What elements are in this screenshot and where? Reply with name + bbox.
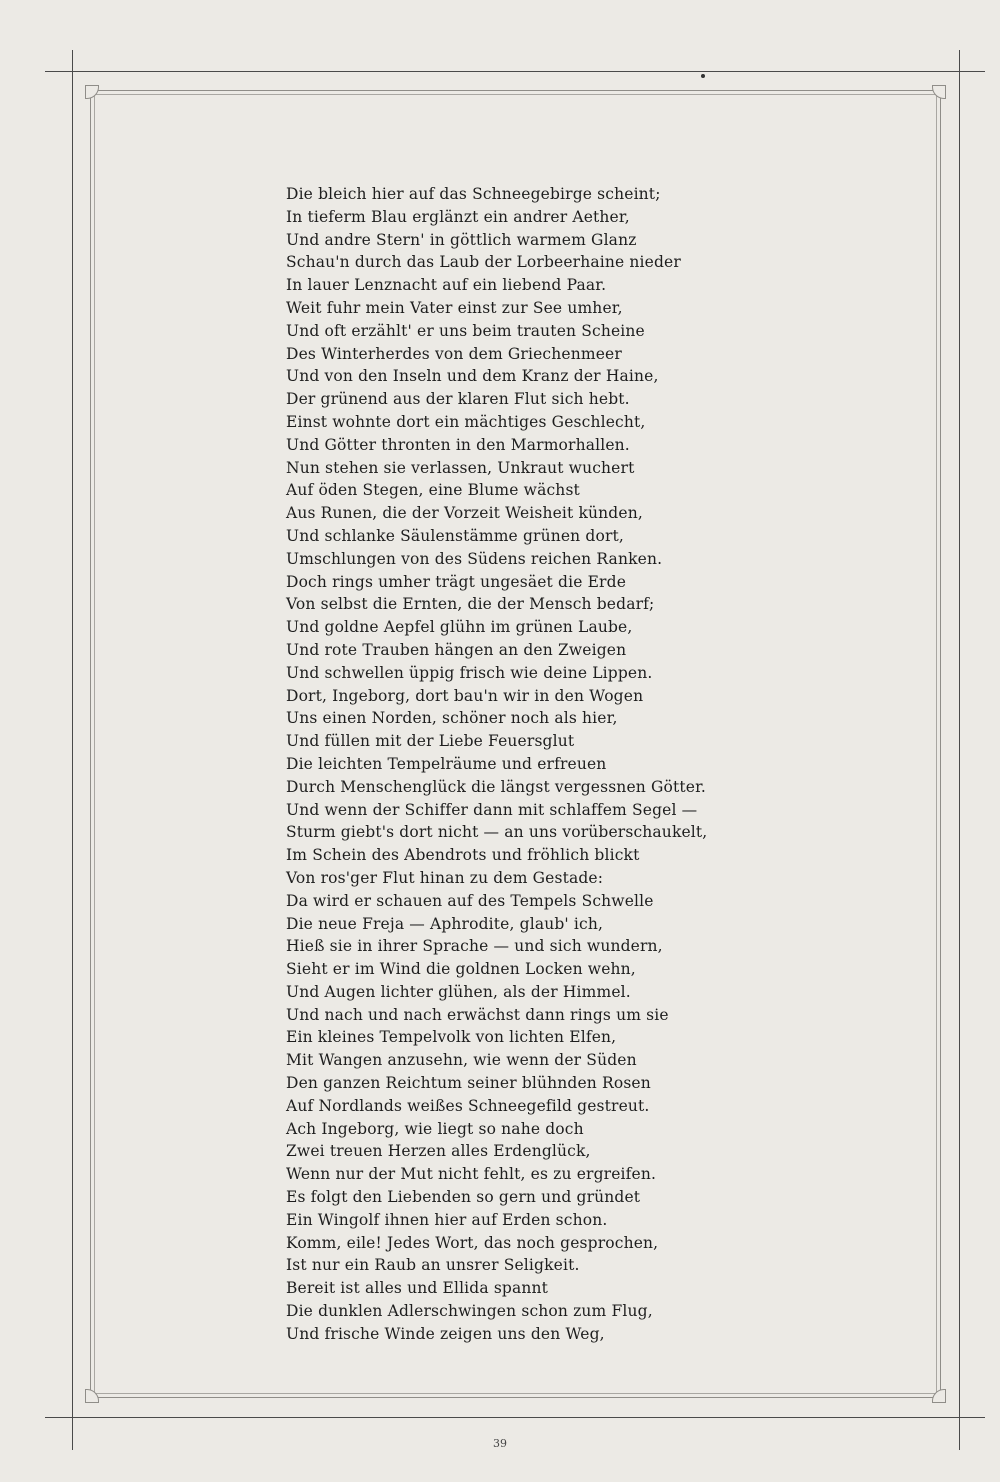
poem-line: Und schlanke Säulenstämme grünen dort,	[286, 526, 624, 545]
poem-line: Auf Nordlands weißes Schneegefild gestreut.	[286, 1096, 650, 1115]
poem-line: Und frische Winde zeigen uns den Weg,	[286, 1324, 605, 1343]
poem-line: Da wird er schauen auf des Tempels Schwelle	[286, 891, 654, 910]
poem-line: Komm, eile! Jedes Wort, das noch gesprochen,	[286, 1233, 659, 1252]
crop-line-bottom	[45, 1417, 985, 1418]
frame-corner-ornament	[932, 1389, 946, 1403]
frame-corner-ornament	[85, 1389, 99, 1403]
poem-line: Und oft erzählt' er uns beim trauten Scheine	[286, 321, 645, 340]
poem-line: Hieß sie in ihrer Sprache — und sich wundern,	[286, 937, 663, 956]
poem-line: Und goldne Aepfel glühn im grünen Laube,	[286, 618, 633, 637]
poem-line: Von selbst die Ernten, die der Mensch bedarf;	[286, 595, 655, 614]
poem-line: Und rote Trauben hängen an den Zweigen	[286, 640, 627, 659]
poem-line: Und andre Stern' in göttlich warmem Glanz	[286, 230, 637, 249]
poem-line: Zwei treuen Herzen alles Erdenglück,	[286, 1142, 591, 1161]
poem-line: Schau'n durch das Laub der Lorbeerhaine nieder	[286, 253, 681, 272]
poem-line: Ein Wingolf ihnen hier auf Erden schon.	[286, 1210, 608, 1229]
poem-line: Nun stehen sie verlassen, Unkraut wuchert	[286, 458, 635, 477]
poem-line: Der grünend aus der klaren Flut sich hebt.	[286, 390, 630, 409]
poem-line: Und füllen mit der Liebe Feuersglut	[286, 732, 575, 751]
poem-line: Auf öden Stegen, eine Blume wächst	[286, 481, 580, 500]
poem-line: Durch Menschenglück die längst vergessnen Götter.	[286, 777, 706, 796]
crop-line-left	[72, 50, 73, 1450]
poem-line: Und schwellen üppig frisch wie deine Lippen.	[286, 663, 653, 682]
poem-line: Im Schein des Abendrots und fröhlich blickt	[286, 846, 640, 865]
poem-line: Ein kleines Tempelvolk von lichten Elfen,	[286, 1028, 617, 1047]
poem-line: Aus Runen, die der Vorzeit Weisheit künden,	[286, 504, 643, 523]
poem-line: Von ros'ger Flut hinan zu dem Gestade:	[286, 868, 604, 887]
poem-line: Die leichten Tempelräume und erfreuen	[286, 754, 607, 773]
poem-line: Einst wohnte dort ein mächtiges Geschlecht,	[286, 412, 646, 431]
poem-line: In lauer Lenznacht auf ein liebend Paar.	[286, 276, 607, 295]
poem-line: Ach Ingeborg, wie liegt so nahe doch	[286, 1119, 584, 1138]
poem-line: Und von den Inseln und dem Kranz der Haine,	[286, 367, 659, 386]
poem-line: Und wenn der Schiffer dann mit schlaffem Segel —	[286, 800, 698, 819]
poem-line: Umschlungen von des Südens reichen Ranken.	[286, 549, 663, 568]
poem-line: Die neue Freja — Aphrodite, glaub' ich,	[286, 914, 604, 933]
poem-line: In tieferm Blau erglänzt ein andrer Aether,	[286, 207, 630, 226]
poem-line: Die dunklen Adlerschwingen schon zum Flug,	[286, 1302, 653, 1321]
poem-line: Wenn nur der Mut nicht fehlt, es zu ergreifen.	[286, 1165, 657, 1184]
poem-line: Dort, Ingeborg, dort bau'n wir in den Wogen	[286, 686, 644, 705]
poem-line: Sieht er im Wind die goldnen Locken wehn,	[286, 960, 636, 979]
poem-line: Und nach und nach erwächst dann rings um sie	[286, 1005, 669, 1024]
frame-corner-ornament	[85, 85, 99, 99]
poem-line: Die bleich hier auf das Schneegebirge scheint;	[286, 185, 661, 203]
poem-line: Bereit ist alles und Ellida spannt	[286, 1279, 549, 1298]
poem-line: Weit fuhr mein Vater einst zur See umher,	[286, 298, 623, 317]
crop-line-top	[45, 71, 985, 72]
page-number: 39	[493, 1437, 507, 1450]
ink-dot	[701, 74, 705, 78]
poem-line: Des Winterherdes von dem Griechenmeer	[286, 344, 622, 363]
poem-line: Und Augen lichter glühen, als der Himmel.	[286, 982, 631, 1001]
frame-corner-ornament	[932, 85, 946, 99]
poem-line: Ist nur ein Raub an unsrer Seligkeit.	[286, 1256, 580, 1275]
poem-line: Den ganzen Reichtum seiner blühnden Rosen	[286, 1074, 651, 1093]
crop-line-right	[959, 50, 960, 1450]
poem-line: Uns einen Norden, schöner noch als hier,	[286, 709, 618, 728]
poem-text	[286, 183, 706, 1346]
poem-line: Und Götter thronten in den Marmorhallen.	[286, 435, 630, 454]
poem-line: Es folgt den Liebenden so gern und gründet	[286, 1188, 641, 1207]
poem-line: Doch rings umher trägt ungesäet die Erde	[286, 572, 627, 591]
poem-line: Sturm giebt's dort nicht — an uns vorüberschaukelt,	[286, 823, 708, 842]
poem-line: Mit Wangen anzusehn, wie wenn der Süden	[286, 1051, 637, 1070]
